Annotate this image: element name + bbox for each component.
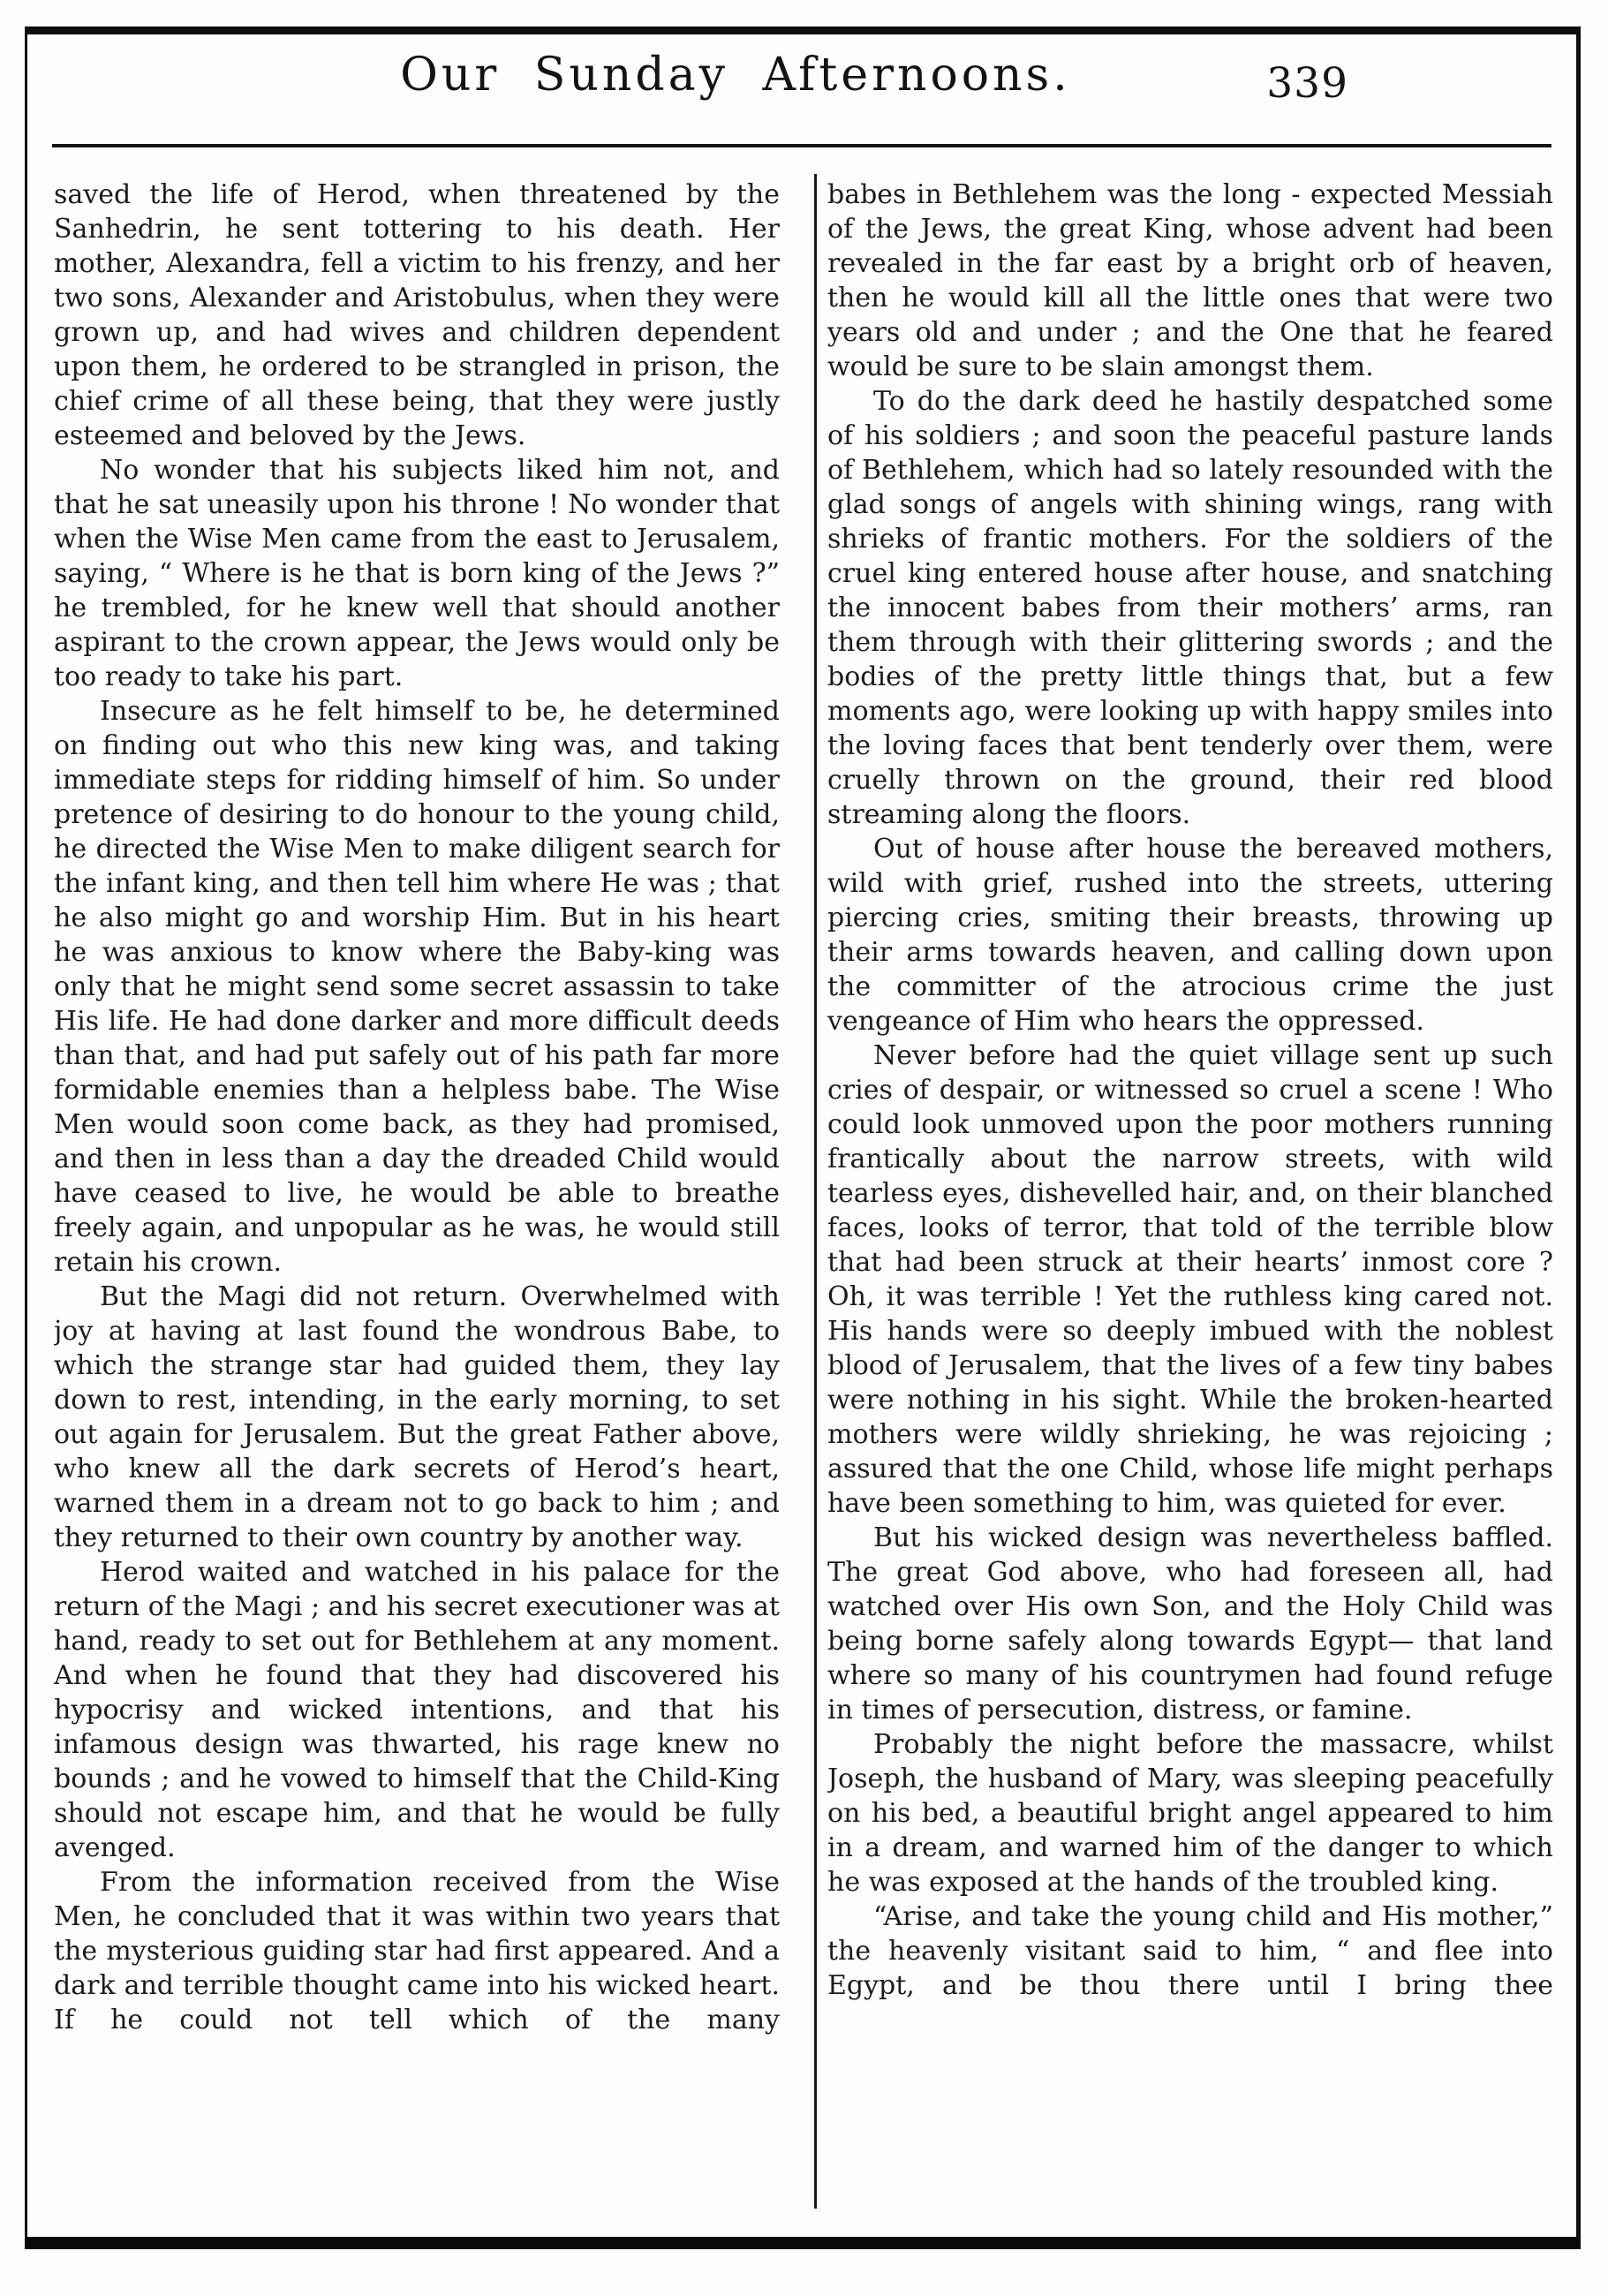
paragraph: Probably the night before the massacre, whilst Joseph, the husband of Mary, was sleeping peacefully on his bed, a beautiful bright angel appeared to him in a dream, and warned him of the danger to which he was exposed at the hands of the troubled king. — [827, 1729, 1553, 1898]
paragraph: “Arise, and take the young child and His mother,” the heavenly visitant said to him, “ and flee into Egypt, and be thou there until I bring thee — [827, 1901, 1553, 2001]
paragraph: Insecure as he felt himself to be, he determined on finding out who this new king was, and taking immediate steps for ridding himself of him. So under pretence of desiring to do honour to the young child, he directed the Wise Men to make diligent search for the infant king, and then tell him where He was ; that he also might go and worship Him. But in his heart he was anxious to know where the Baby-king was only that he might send some secret assassin to take His life. He had done darker and more difficult deeds than that, and had put safely out of his path far more formidable enemies than a helpless babe. The Wise Men would soon come back, as they had promised, and then in less than a day the dreaded Child would have ceased to live, he would be able to breathe freely again, and unpopular as he was, he would still retain his crown. — [54, 696, 780, 1278]
paragraph: Out of house after house the bereaved mothers, wild with grief, rushed into the streets, uttering piercing cries, smiting their breasts, throwing up their arms towards heaven, and calling down upon the committer of the atrocious crime the just vengeance of Him who hears the oppressed. — [827, 834, 1553, 1037]
paragraph: saved the life of Herod, when threatened by the Sanhedrin, he sent tottering to his death. Her mother, Alexandra, fell a victim to his frenzy, and her two sons, Alexander and Aristobulus, when they were grown up, and had wives and children dependent upon them, he ordered to be strangled in prison, the chief crime of all these being, that they were justly esteemed and beloved by the Jews. — [54, 179, 780, 451]
page-title: Our Sunday Afternoons. — [400, 49, 1071, 102]
right-column — [827, 177, 1553, 2216]
page-frame — [25, 26, 1581, 2249]
paragraph: babes in Bethlehem was the long - expected Messiah of the Jews, the great King, whose advent had been revealed in the far east by a bright orb of heaven, then he would kill all the little ones that were two years old and under ; and the One that he feared would be sure to be slain amongst them. — [827, 179, 1553, 382]
paragraph: To do the dark deed he hastily despatched some of his soldiers ; and soon the peaceful pasture lands of Bethlehem, which had so lately resounded with the glad songs of angels with shining wings, rang with shrieks of frantic mothers. For the soldiers of the cruel king entered house after house, and snatching the innocent babes from their mothers’ arms, ran them through with their glittering swords ; and the bodies of the pretty little things that, but a few moments ago, were looking up with happy smiles into the loving faces that bent tenderly over them, were cruelly thrown on the ground, their red blood streaming along the floors. — [827, 386, 1553, 830]
paragraph: But the Magi did not return. Overwhelmed with joy at having at last found the wondrous Babe, to which the strange star had guided them, they lay down to rest, intending, in the early morning, to set out again for Jerusalem. But the great Father above, who knew all the dark secrets of Herod’s heart, warned them in a dream not to go back to him ; and they returned to their own country by another way. — [54, 1281, 780, 1553]
paragraph: Herod waited and watched in his palace for the return of the Magi ; and his secret executioner was at hand, ready to set out for Bethlehem at any moment. And when he found that they had discovered his hypocrisy and wicked intentions, and that his infamous design was thwarted, his rage knew no bounds ; and he vowed to himself that the Child-King should not escape him, and that he would be fully avenged. — [54, 1557, 780, 1863]
paragraph: From the information received from the Wise Men, he concluded that it was within two years that the mysterious guiding star had first appeared. And a dark and terrible thought came into his wicked heart. If he could not tell which of the many — [54, 1867, 780, 2035]
page-number: 339 — [1266, 59, 1348, 108]
paragraph: But his wicked design was nevertheless baffled. The great God above, who had foreseen all, had watched over His own Son, and the Holy Child was being borne safely along towards Egypt— that land where so many of his countrymen had found refuge in times of persecution, distress, or famine. — [827, 1522, 1553, 1726]
text-columns — [54, 177, 1553, 2216]
paragraph: No wonder that his subjects liked him not, and that he sat uneasily upon his throne ! No wonder that when the Wise Men came from the east to Jerusalem, saying, “ Where is he that is born king of the Jews ?” he trembled, for he knew well that should another aspirant to the crown appear, the Jews would only be too ready to take his part. — [54, 455, 780, 692]
paragraph: Never before had the quiet village sent up such cries of despair, or witnessed so cruel a scene ! Who could look unmoved upon the poor mothers running frantically about the narrow streets, with wild tearless eyes, dishevelled hair, and, on their blanched faces, looks of terror, that told of the terrible blow that had been struck at their hearts’ inmost core ? Oh, it was terrible ! Yet the ruthless king cared not. His hands were so deeply imbued with the noblest blood of Jerusalem, that the lives of a few tiny babes were nothing in his sight. While the broken-hearted mothers were wildly shrieking, he was rejoicing ; assured that the one Child, whose life might perhaps have been something to him, was quieted for ever. — [827, 1040, 1553, 1519]
left-column — [54, 177, 780, 2216]
header-rule — [52, 144, 1551, 147]
